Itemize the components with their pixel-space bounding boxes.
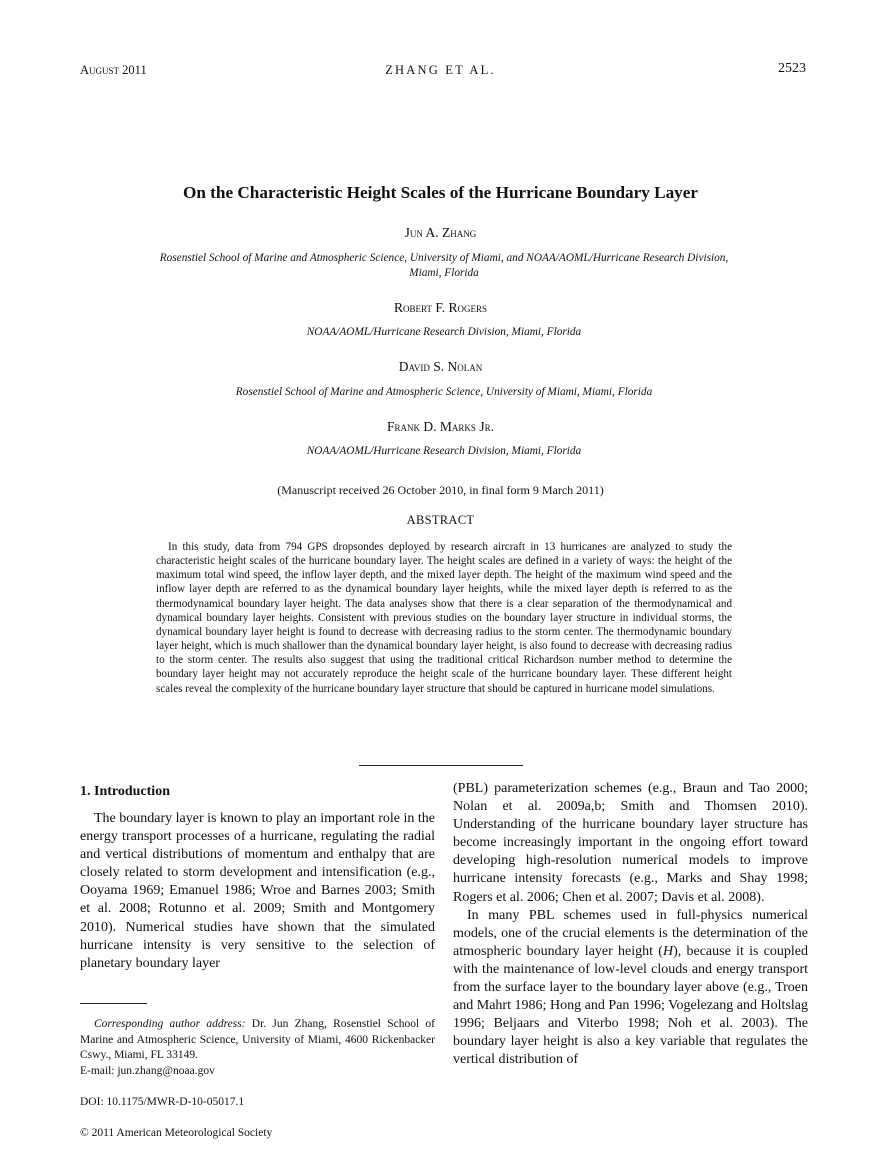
page-number: 2523 — [778, 61, 806, 76]
copyright-line: © 2011 American Meteorological Society — [80, 1127, 273, 1139]
abstract-heading: ABSTRACT — [406, 513, 475, 527]
intro-right-paragraph-1: (PBL) parameterization schemes (e.g., Braun and Tao 2000; Nolan et al. 2009a,b; Smith and Thomsen 2010). Understanding of the hurricane boundary layer structure has become increasingly important in the ongoing effort toward developing high-resolution numerical models to improve hurricane intensity forecasts (e.g., Marks and Shay 1998; Rogers et al. 2006; Chen et al. 2007; Davis et al. 2008). — [453, 781, 808, 905]
author-name-3: David S. Nolan — [398, 359, 483, 374]
author-name-2: Robert F. Rogers — [393, 300, 488, 315]
footnote-email: E-mail: jun.zhang@noaa.gov — [80, 1064, 215, 1077]
author-affiliation-1: Rosenstiel School of Marine and Atmospheric Science, University of Miami, and NOAA/AOML/Hurricane Research Division, Miami, Florida — [159, 252, 729, 279]
intro-right-paragraph-2-part-b: ), because it is coupled with the maintenance of low-level clouds and energy transport from the surface layer to the boundary layer above (e.g., Troen and Mahrt 1986; Hong and Pan 1996; Vogelezang and Holtslag 1996; Beljaars and Viterbo 1998; Noh et al. 2003). The boundary layer height is also a key variable that regulates the vertical distribution of — [453, 943, 808, 1068]
intro-right-column — [453, 780, 808, 1070]
author-name-4: Frank D. Marks Jr. — [387, 419, 494, 434]
running-header-date: August 2011 — [80, 63, 147, 77]
corresponding-author-footnote — [80, 1017, 435, 1079]
author-affiliation-2: NOAA/AOML/Hurricane Research Division, Miami, Florida — [306, 326, 582, 338]
author-affiliation-4: NOAA/AOML/Hurricane Research Division, Miami, Florida — [306, 445, 582, 457]
footnote-address: Dr. Jun Zhang, Rosenstiel School of Marine and Atmospheric Science, University of Miami, 4600 Rickenbacker Cswy., Miami, FL 33149. — [80, 1018, 435, 1061]
footnote-label: Corresponding author address: — [94, 1018, 246, 1030]
intro-right-paragraph-2-part-a: In many PBL schemes used in full-physics numerical models, one of the crucial elements is the determination of the atmospheric boundary layer height ( — [453, 907, 808, 959]
boundary-layer-height-symbol: H — [662, 943, 674, 959]
intro-right-paragraph-2 — [453, 907, 808, 1070]
footnote-rule — [80, 1003, 147, 1004]
running-header-authors: ZHANG ET AL. — [385, 63, 496, 77]
intro-left-column-paragraph: The boundary layer is known to play an important role in the energy transport processes of a hurricane, regulating the radial and vertical distributions of momentum and enthalpy that are closely related to storm development and intensification (e.g., Ooyama 1969; Emanuel 1986; Wroe and Barnes 2003; Smith et al. 2008; Rotunno et al. 2009; Smith and Montgomery 2010). Numerical studies have shown that the simulated hurricane intensity is very sensitive to the selection of planetary boundary layer — [80, 811, 435, 971]
author-affiliation-3: Rosenstiel School of Marine and Atmospheric Science, University of Miami, Miami, Florida — [235, 386, 653, 398]
section-heading-introduction: 1. Introduction — [80, 784, 170, 799]
doi-line: DOI: 10.1175/MWR-D-10-05017.1 — [80, 1096, 245, 1108]
author-name-1: Jun A. Zhang — [404, 225, 477, 240]
abstract-text: In this study, data from 794 GPS dropsondes deployed by research aircraft in 13 hurricanes are analyzed to study the characteristic height scales of the hurricane boundary layer. The height scales are defined in a variety of ways: the height of the maximum total wind speed, the inflow layer depth, and the mixed layer depth. The height of the maximum wind speed and the inflow layer depth are referred to as the dynamical boundary layer heights, while the mixed layer depth is referred to as the thermodynamical boundary layer height. The data analyses show that there is a clear separation of the thermodynamical and dynamical boundary layer heights. Consistent with previous studies on the boundary layer structure in individual storms, the dynamical boundary layer height is found to decrease with decreasing radius to the storm center. The thermodynamic boundary layer height, which is much shallower than the dynamical boundary layer height, is also found to decrease with decreasing radius to the storm center. The results also suggest that using the traditional critical Richardson number method to determine the boundary layer height may not accurately reproduce the height scale of the hurricane boundary layer. These different height scales reveal the complexity of the hurricane boundary layer structure that should be captured in hurricane model simulations. — [156, 541, 732, 695]
section-divider — [359, 765, 523, 766]
manuscript-dates: (Manuscript received 26 October 2010, in final form 9 March 2011) — [277, 483, 604, 497]
paper-title: On the Characteristic Height Scales of the Hurricane Boundary Layer — [182, 183, 699, 202]
